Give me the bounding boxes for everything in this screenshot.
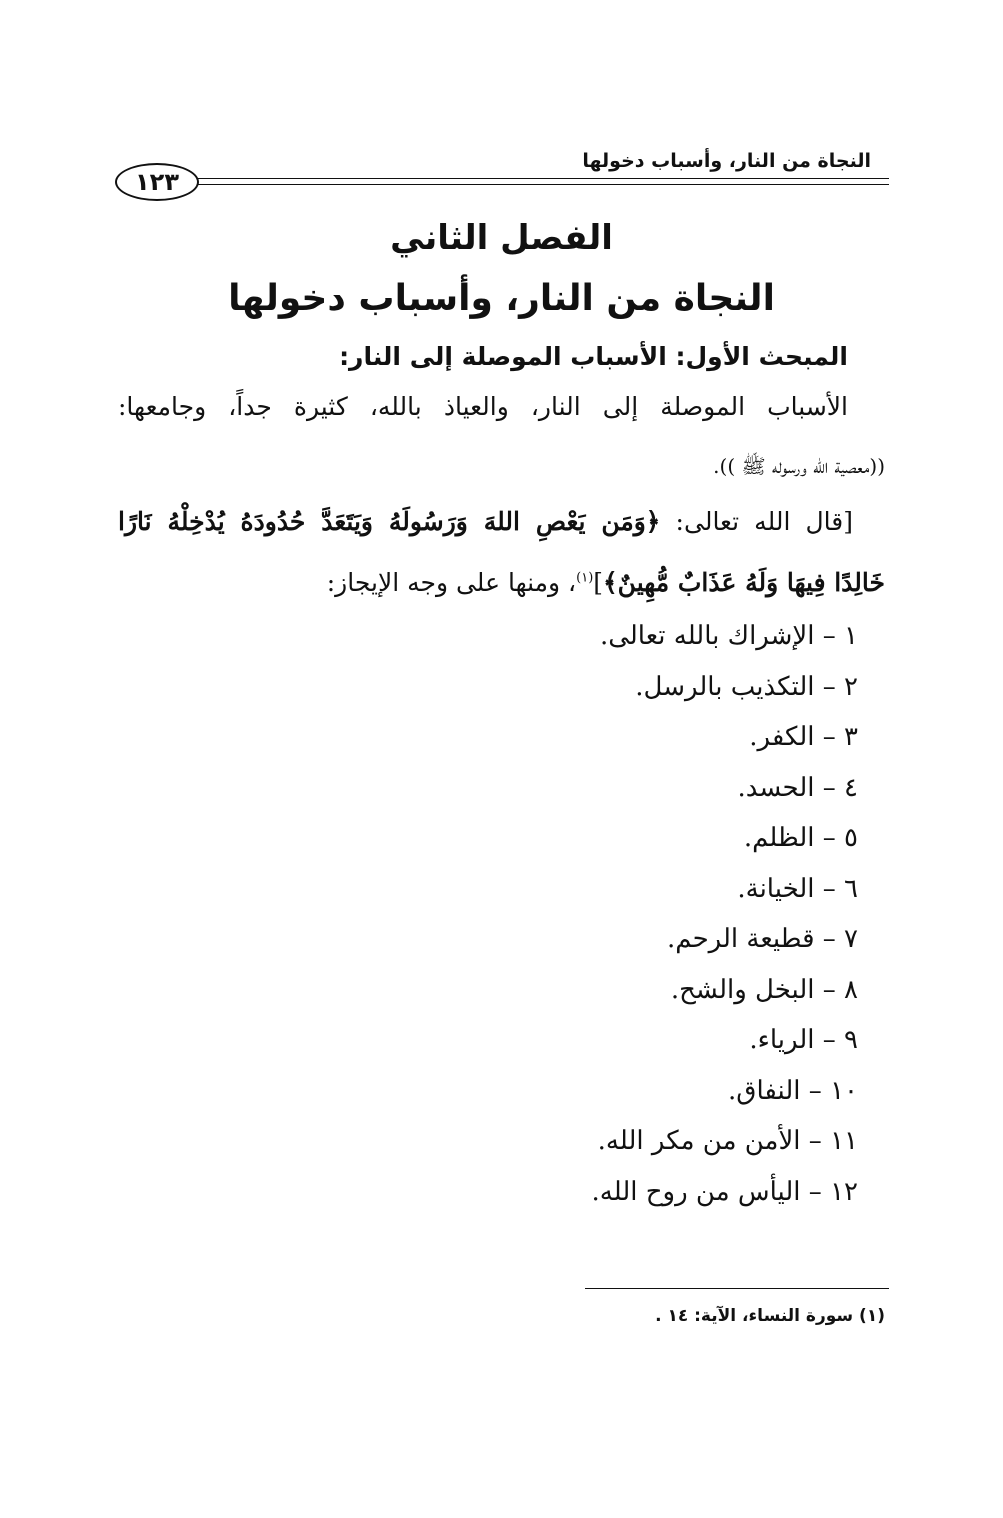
list-item: ١١ – الأمن من مكر الله.	[597, 1126, 858, 1156]
list-item: ١٠ – النفاق.	[728, 1075, 858, 1106]
causes-list	[592, 616, 858, 1222]
header-double-rule	[196, 178, 889, 185]
list-item: ٤ – الحسد.	[737, 772, 858, 803]
verse-prefix: [قال الله تعالى:	[660, 507, 853, 536]
quran-verse-part-2: خَالِدًا فِيهَا وَلَهُ عَذَابٌ مُّهِينٌ﴾	[603, 568, 885, 597]
quran-verse-part-1: ﴿وَمَن يَعْصِ اللهَ وَرَسُولَهُ وَيَتَعَدَّ حُدُودَهُ يُدْخِلْهُ نَارًا	[118, 507, 661, 536]
list-item: ١٢ – اليأس من روح الله.	[591, 1176, 858, 1207]
list-item: ٥ – الظلم.	[743, 823, 858, 853]
list-item: ٢ – التكذيب بالرسل.	[635, 671, 858, 702]
list-item: ٣ – الكفر.	[749, 722, 858, 752]
list-item: ٦ – الخيانة.	[737, 873, 858, 904]
list-item: ١ – الإشراك بالله تعالى.	[599, 621, 858, 651]
intro-paragraph-line-2: ((معصية الله ورسوله ﷺ )).	[713, 454, 885, 478]
verse-suffix: ، ومنها على وجه الإيجاز:	[326, 568, 577, 597]
verse-close-bracket: ]	[593, 568, 604, 597]
list-item: ٩ – الرياء.	[749, 1025, 858, 1055]
intro-paragraph-line-1: الأسباب الموصلة إلى النار، والعياذ بالله، كثيرة جداً، وجامعها:	[118, 392, 848, 421]
list-item: ٨ – البخل والشح.	[670, 974, 858, 1005]
section-heading: المبحث الأول: الأسباب الموصلة إلى النار:	[339, 342, 848, 371]
running-header-title: النجاة من النار، وأسباب دخولها	[582, 150, 871, 172]
footnote-reference[interactable]: (١)	[576, 570, 594, 586]
footnote-text: (١) سورة النساء، الآية: ١٤ .	[655, 1306, 885, 1326]
list-item: ٧ – قطيعة الرحم.	[667, 924, 858, 954]
footnote-separator	[585, 1288, 889, 1289]
page-number-badge: ١٢٣	[115, 163, 199, 201]
chapter-subtitle: النجاة من النار، وأسباب دخولها	[228, 278, 775, 319]
verse-paragraph-line-2	[327, 568, 885, 597]
verse-paragraph-line-1	[118, 507, 853, 536]
chapter-title: الفصل الثاني	[390, 218, 613, 258]
